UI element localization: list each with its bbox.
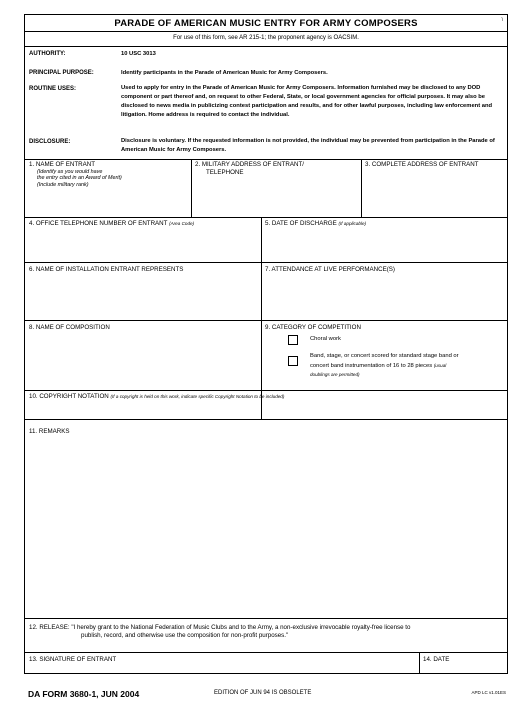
field-5-note: (If applicable) [338,221,367,226]
field-11-label: 11. REMARKS [29,428,70,435]
authority-label: AUTHORITY: [29,51,66,57]
divider [25,159,507,160]
field-9-label: 9. CATEGORY OF COMPETITION [265,324,361,331]
divider [25,390,507,391]
divider [25,31,507,32]
field-4-note: (Area Code) [169,221,195,226]
installation-field[interactable] [29,266,183,274]
routine-uses-label: ROUTINE USES: [29,86,77,92]
field-1-note: the entry cited in an Award of Merit) [37,175,122,181]
band-option-note: (usual [433,363,447,368]
divider [25,419,507,420]
field-3-label: 3. COMPLETE ADDRESS OF ENTRANT [365,161,479,168]
signature-field[interactable] [29,656,116,664]
field-1-note: (Identify as you would have [37,168,103,175]
choral-work-checkbox[interactable] [288,335,298,345]
field-6-label: 6. NAME OF INSTALLATION ENTRANT REPRESENTS [29,266,184,273]
attendance-field[interactable] [265,266,395,274]
divider [25,618,507,619]
field-5-label: 5. DATE OF DISCHARGE [265,220,337,227]
complete-address-field[interactable] [365,161,478,169]
field-7-label: 7. ATTENDANCE AT LIVE PERFORMANCE(S) [265,266,395,273]
divider [25,217,507,218]
field-10-label: 10. COPYRIGHT NOTATION [29,393,109,400]
band-option-note: doublings are permitted) [310,372,360,377]
name-of-entrant-field[interactable] [29,161,122,188]
divider [361,159,362,217]
field-14-label: 14. DATE [423,656,450,663]
release-text: "I hereby grant to the National Federation of Music Clubs and to the Army, a non-exclusive irrevocable royalty-free license to [71,624,411,631]
divider [191,159,192,217]
field-1-label: 1. NAME OF ENTRANT [29,161,96,168]
corner-mark: \ [501,17,503,23]
field-2-label: 2. MILITARY ADDRESS OF ENTRANT/ [195,161,304,168]
field-2-label-cont: TELEPHONE [206,168,244,176]
field-12-label: 12. RELEASE: [29,624,70,631]
routine-uses-text: Used to apply for entry in the Parade of American Music for Army Composers. Information furnished may be disclosed to any DOD component or part thereof and, on request to other Federal, State, or local government agencies for official purposes. It may also be disclosed to news media in publicizing contest participation and results, and for other lawful purposes, including law enforcement and litigation. Home address is required to contact the individual. [121,85,493,118]
divider [25,652,507,653]
release-text-cont: publish, record, and otherwise use the composition for non-profit purposes." [81,631,289,639]
band-option-line: Band, stage, or concert scored for standard stage band or [310,353,459,359]
date-of-discharge-field[interactable] [265,220,366,228]
divider [261,217,262,419]
use-note: For use of this form, see AR 215-1; the proponent agency is OACSIM. [173,35,359,41]
choral-work-label: Choral work [310,336,341,342]
band-checkbox[interactable] [288,356,298,366]
principal-purpose-text: Identify participants in the Parade of American Music for Army Composers. [121,70,328,76]
divider [25,262,507,263]
remarks-field[interactable] [29,428,69,436]
band-option-text [310,352,506,379]
date-field[interactable] [423,656,449,664]
field-13-label: 13. SIGNATURE OF ENTRANT [29,656,117,663]
divider [419,652,420,674]
field-4-label: 4. OFFICE TELEPHONE NUMBER OF ENTRANT [29,220,168,227]
office-telephone-field[interactable] [29,220,194,228]
form-id: DA FORM 3680-1, JUN 2004 [28,689,140,699]
edition-note: EDITION OF JUN 94 IS OBSOLETE [214,690,312,696]
composition-name-field[interactable] [29,324,110,332]
copyright-notation-field[interactable] [29,393,284,401]
field-1-note: (Include military rank) [37,181,89,188]
form-title: PARADE OF AMERICAN MUSIC ENTRY FOR ARMY COMPOSERS [114,18,418,29]
military-address-field[interactable] [195,161,304,176]
version-tag: APD LC v1.01ES [471,690,506,695]
release-statement [29,624,505,639]
form-border [24,14,508,674]
disclosure-text: Disclosure is voluntary. If the requested information is not provided, the individual may be prevented from participation in the Parade of American Music for Army Composers. [121,138,495,153]
principal-purpose-label: PRINCIPAL PURPOSE: [29,70,94,76]
authority-text: 10 USC 3013 [121,51,156,57]
category-of-competition [265,324,361,332]
field-10-note: (If a copyright is held on this work, indicate specific Copyright Notation to be included) [110,394,285,399]
disclosure-label: DISCLOSURE: [29,139,71,145]
field-8-label: 8. NAME OF COMPOSITION [29,324,110,331]
divider [25,320,507,321]
band-option-line: concert band instrumentation of 16 to 28 pieces [310,363,433,369]
divider [25,46,507,47]
